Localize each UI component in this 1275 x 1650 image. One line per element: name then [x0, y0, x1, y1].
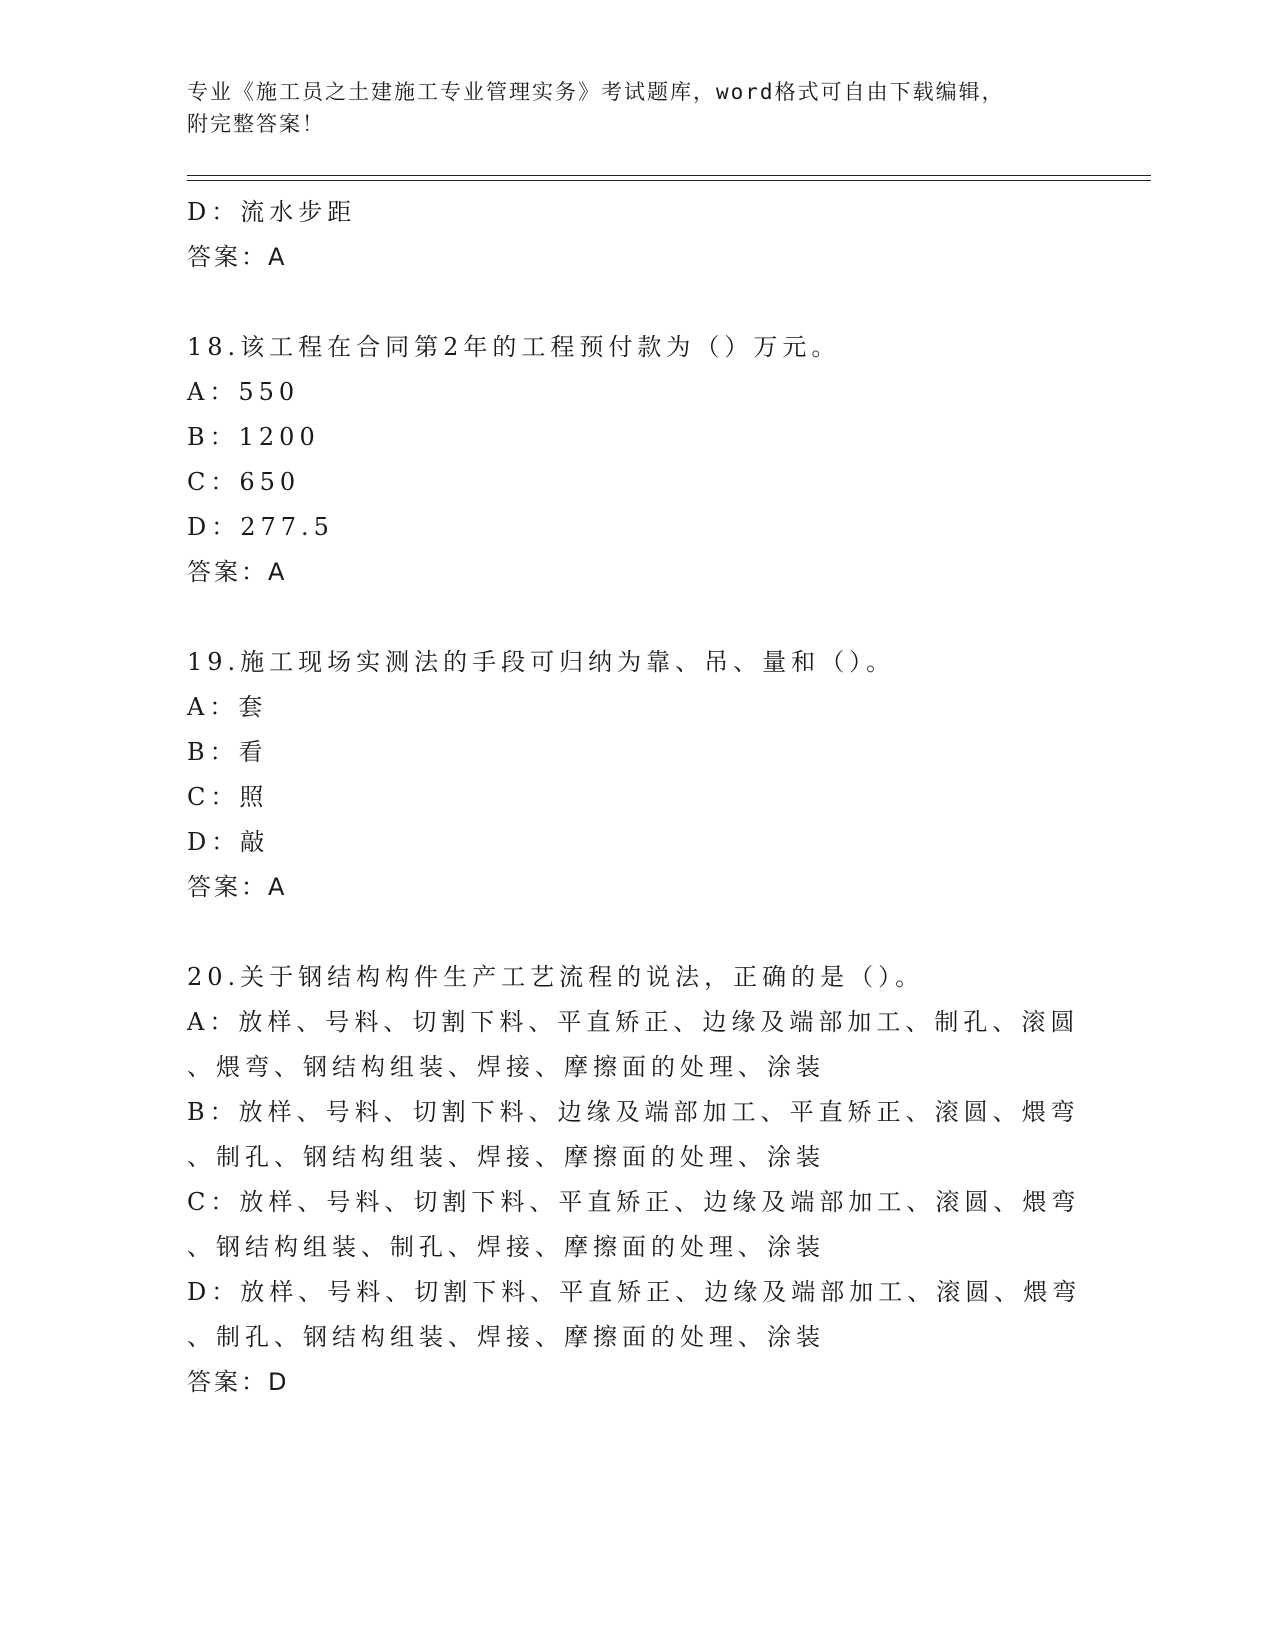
option-b: B：看 [187, 738, 268, 766]
header-divider-bottom [187, 180, 1151, 181]
option-a: A：放样、号料、切割下料、平直矫正、边缘及端部加工、制孔、滚圆 [187, 1008, 1080, 1036]
question-stem: 18.该工程在合同第2年的工程预付款为（）万元。 [187, 333, 841, 361]
answer: 答案：A [187, 558, 288, 586]
option-d: D：敲 [187, 828, 270, 856]
option-b: B：1200 [187, 423, 320, 451]
option-c: C：照 [187, 783, 269, 811]
option-c: C：放样、号料、切割下料、平直矫正、边缘及端部加工、滚圆、煨弯 [187, 1188, 1081, 1216]
spacer [187, 595, 1117, 640]
option-d: D：277.5 [187, 513, 334, 541]
prev-option-d: D：流水步距 [187, 198, 357, 226]
option-a: A：套 [187, 693, 268, 721]
question-stem: 20.关于钢结构构件生产工艺流程的说法，正确的是（）。 [187, 963, 925, 991]
question-18 [187, 325, 1117, 595]
question-19 [187, 640, 1117, 910]
question-list [187, 190, 1117, 1405]
option-a-continued: 、煨弯、钢结构组装、焊接、摩擦面的处理、涂装 [187, 1053, 825, 1081]
option-b: B：放样、号料、切割下料、边缘及端部加工、平直矫正、滚圆、煨弯 [187, 1098, 1080, 1126]
header-divider-top [187, 175, 1151, 176]
option-b-continued: 、制孔、钢结构组装、焊接、摩擦面的处理、涂装 [187, 1143, 825, 1171]
header-line-2: 附完整答案！ [187, 112, 325, 136]
document-header [187, 76, 1067, 140]
option-d: D：放样、号料、切割下料、平直矫正、边缘及端部加工、滚圆、煨弯 [187, 1278, 1082, 1306]
question-20 [187, 955, 1117, 1405]
answer: 答案：A [187, 873, 288, 901]
option-a: A：550 [187, 378, 300, 406]
option-c: C：650 [187, 468, 301, 496]
prev-answer: 答案：A [187, 243, 288, 271]
option-d-continued: 、制孔、钢结构组装、焊接、摩擦面的处理、涂装 [187, 1323, 825, 1351]
spacer [187, 280, 1117, 325]
option-c-continued: 、钢结构组装、制孔、焊接、摩擦面的处理、涂装 [187, 1233, 825, 1261]
spacer [187, 910, 1117, 955]
answer: 答案：D [187, 1368, 290, 1396]
header-line-1: 专业《施工员之土建施工专业管理实务》考试题库，word格式可自由下载编辑， [187, 80, 1005, 104]
question-stem: 19.施工现场实测法的手段可归纳为靠、吊、量和（）。 [187, 648, 896, 676]
